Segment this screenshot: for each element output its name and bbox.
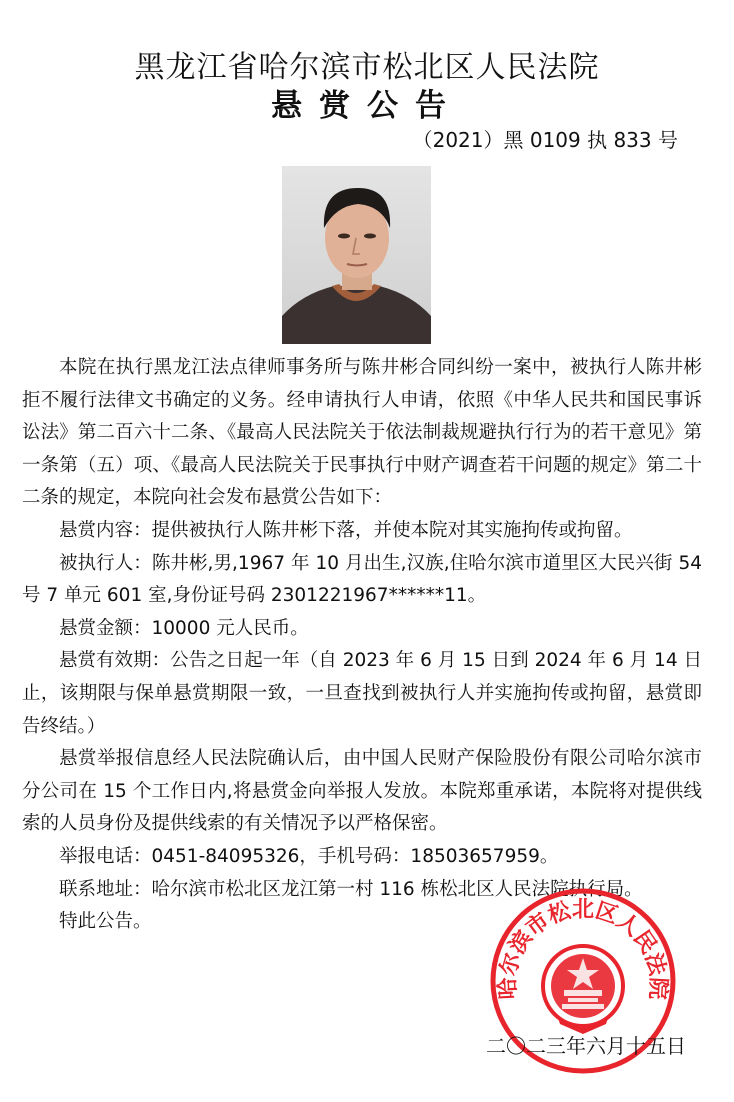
- report-phone: 举报电话：0451-84095326，手机号码：18503657959。: [59, 845, 559, 867]
- person-photo-image: [282, 166, 431, 344]
- court-name: 黑龙江省哈尔滨市松北区人民法院: [134, 50, 600, 85]
- contact-address: 联系地址：哈尔滨市松北区龙江第一村 116 栋松北区人民法院执行局。: [59, 878, 643, 900]
- intro-paragraph: 本院在执行黑龙江法点律师事务所与陈井彬合同纠纷一案中，被执行人陈井彬拒不履行法律文书确定的义务。经申请执行人申请，依照《中华人民共和国民事诉讼法》第二百六十二条、《最高人民法院关于依法制裁规避执行行为的若干意见》第一条第（五）项、《最高人民法院关于民事执行中财产调查若干问题的规定》第二十二条的规定，本院向社会发布悬赏公告如下：: [22, 357, 702, 509]
- respondent-info: 被执行人：陈井彬,男,1967 年 10 月出生,汉族,住哈尔滨市道里区大民兴街 54 号 7 单元 601 室,身份证号码 2301221967******11。: [22, 552, 702, 607]
- notice-body: [22, 352, 702, 939]
- case-number: （2021）黑 0109 执 833 号: [412, 128, 678, 152]
- reward-content: 悬赏内容：提供被执行人陈井彬下落，并使本院对其实施拘传或拘留。: [59, 519, 633, 541]
- person-photo: [282, 166, 431, 344]
- national-emblem-icon: [543, 946, 623, 1034]
- reward-amount: 悬赏金额：10000 元人民币。: [59, 617, 309, 639]
- reward-validity: 悬赏有效期：公告之日起一年（自 2023 年 6 月 15 日到 2024 年 6 月 14 日止，该期限与保单悬赏期限一致，一旦查找到被执行人并实施拘传或拘留，悬赏即告终结。）: [22, 650, 702, 737]
- reward-payment-terms: 悬赏举报信息经人民法院确认后，由中国人民财产保险股份有限公司哈尔滨市分公司在 15 个工作日内,将悬赏金向举报人发放。本院郑重承诺，本院将对提供线索的人员身份及提供线索的有关情况予以严格保密。: [22, 748, 702, 835]
- svg-text:哈尔滨市松北区人民法院: 哈尔滨市松北区人民法院: [494, 896, 672, 1001]
- closing-text: 特此公告。: [59, 911, 152, 933]
- document-title: 悬赏公告: [271, 88, 463, 124]
- notice-date: 二〇二三年六月十五日: [486, 1034, 686, 1058]
